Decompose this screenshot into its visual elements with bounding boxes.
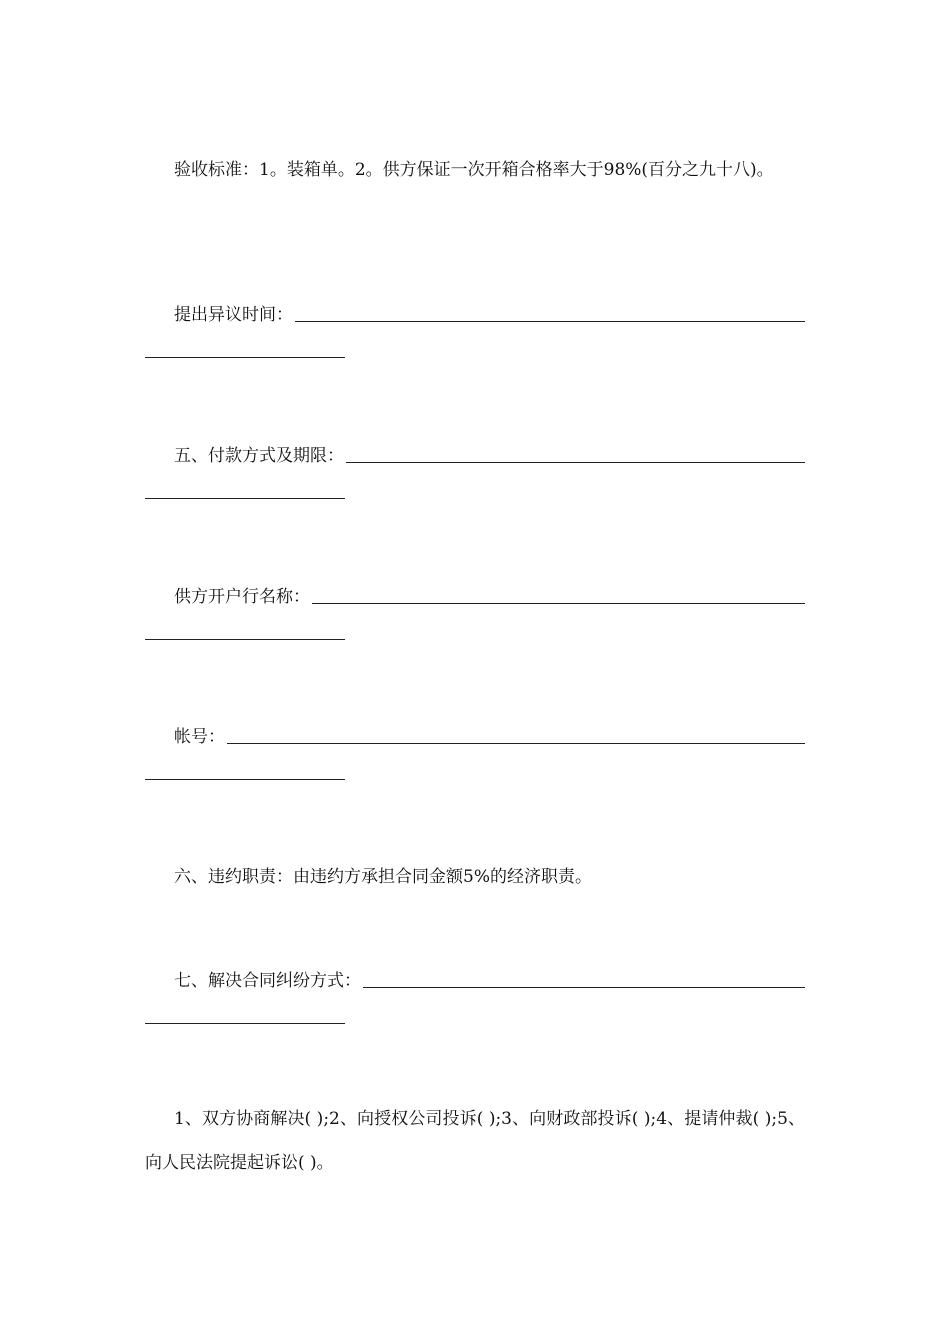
bank-name-field	[174, 578, 805, 608]
dispute-resolution-blank-continued	[145, 1022, 345, 1024]
payment-terms-blank	[346, 461, 805, 463]
objection-time-blank	[295, 320, 805, 322]
dispute-resolution-field	[174, 962, 805, 992]
account-number-label: 帐号：	[174, 727, 225, 747]
objection-time-blank-continued	[145, 356, 345, 358]
objection-time-field	[174, 296, 805, 326]
objection-time-label: 提出异议时间：	[174, 305, 293, 325]
dispute-options-paragraph: 1、双方协商解决( );2、向授权公司投诉( );3、向财政部投诉( );4、提请仲裁( );5、向人民法院提起诉讼( )。	[145, 1109, 805, 1173]
account-number-blank-continued	[145, 778, 345, 780]
dispute-resolution-blank	[363, 986, 805, 988]
account-number-blank	[227, 742, 805, 744]
acceptance-standard-paragraph: 验收标准：1。装箱单。2。供方保证一次开箱合格率大于98%(百分之九十八)。	[174, 160, 774, 180]
payment-terms-label: 五、付款方式及期限：	[174, 446, 344, 466]
bank-name-blank	[312, 602, 805, 604]
bank-name-blank-continued	[145, 638, 345, 640]
dispute-resolution-label: 七、解决合同纠纷方式：	[174, 971, 361, 991]
payment-terms-field	[174, 437, 805, 467]
breach-liability-paragraph: 六、违约职责：由违约方承担合同金额5%的经济职责。	[174, 867, 592, 887]
bank-name-label: 供方开户行名称：	[174, 587, 310, 607]
payment-terms-blank-continued	[145, 497, 345, 499]
account-number-field	[174, 718, 805, 748]
